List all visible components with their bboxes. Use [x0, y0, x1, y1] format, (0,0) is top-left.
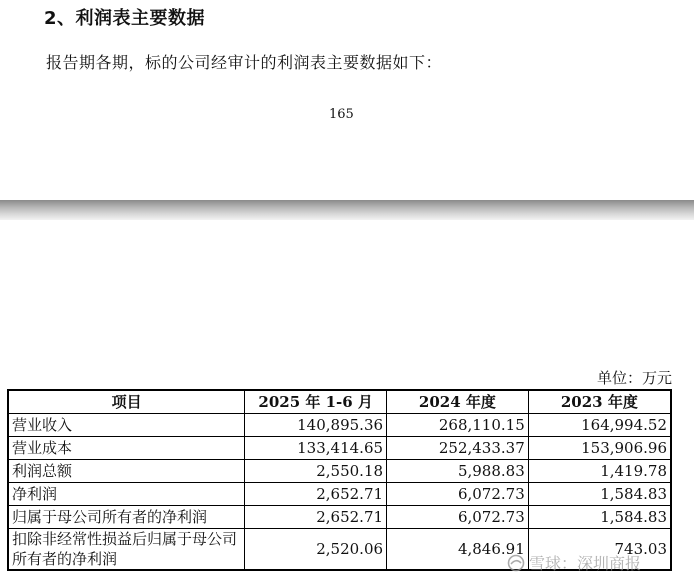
income-statement-table	[7, 389, 672, 571]
cell-2024: 268,110.15	[387, 414, 529, 437]
cell-2024: 4,846.91	[387, 529, 529, 571]
cell-2025h1: 140,895.36	[245, 414, 387, 437]
unit-label: 单位：万元	[596, 369, 672, 387]
cell-2025h1: 2,520.06	[245, 529, 387, 571]
header-2024: 2024 年度	[387, 390, 529, 414]
table-header-row	[8, 390, 671, 414]
header-2023: 2023 年度	[528, 390, 671, 414]
cell-2025h1: 2,550.18	[245, 460, 387, 483]
page-separator	[0, 200, 694, 220]
page-number: 165	[329, 107, 354, 122]
table-row	[8, 414, 671, 437]
cell-2023: 1,584.83	[528, 483, 671, 506]
cell-2023: 743.03	[528, 529, 671, 571]
cell-2025h1: 2,652.71	[245, 506, 387, 529]
cell-2024: 6,072.73	[387, 483, 529, 506]
cell-2023: 1,584.83	[528, 506, 671, 529]
row-label: 归属于母公司所有者的净利润	[8, 506, 245, 529]
cell-2024: 5,988.83	[387, 460, 529, 483]
cell-2025h1: 2,652.71	[245, 483, 387, 506]
watermark	[507, 551, 641, 574]
snowball-logo-icon	[507, 554, 525, 572]
cell-2024: 6,072.73	[387, 506, 529, 529]
row-label: 营业成本	[8, 437, 245, 460]
table-row	[8, 506, 671, 529]
section-heading: 2、利润表主要数据	[44, 8, 206, 29]
cell-2023: 153,906.96	[528, 437, 671, 460]
watermark-text: 雪球：深圳商报	[529, 554, 642, 573]
page-upper	[0, 0, 694, 200]
cell-2023: 164,994.52	[528, 414, 671, 437]
row-label: 扣除非经常性损益后归属于母公司所有者的净利润	[8, 529, 245, 571]
cell-2023: 1,419.78	[528, 460, 671, 483]
table-row	[8, 483, 671, 506]
cell-2025h1: 133,414.65	[245, 437, 387, 460]
row-label: 利润总额	[8, 460, 245, 483]
table-row	[8, 460, 671, 483]
intro-paragraph: 报告期各期，标的公司经审计的利润表主要数据如下：	[46, 53, 443, 72]
header-item: 项目	[8, 390, 245, 414]
row-label: 净利润	[8, 483, 245, 506]
cell-2024: 252,433.37	[387, 437, 529, 460]
table-row	[8, 437, 671, 460]
header-2025h1: 2025 年 1-6 月	[245, 390, 387, 414]
row-label: 营业收入	[8, 414, 245, 437]
